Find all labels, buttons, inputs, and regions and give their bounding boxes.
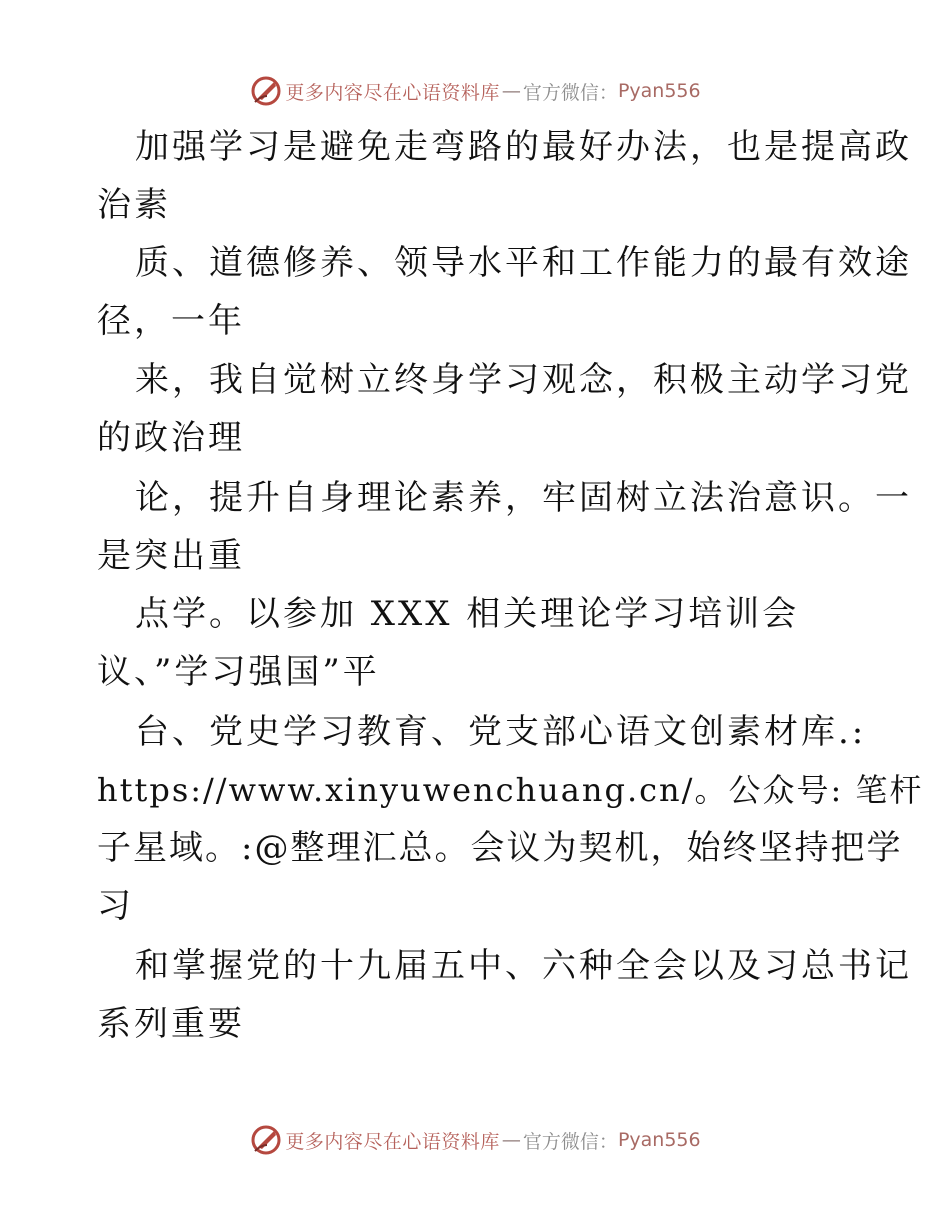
body-line: 是突出重 — [97, 536, 245, 576]
body-line: 点学。以参加 XXX 相关理论学习培训会 — [135, 594, 800, 634]
watermark-separator: — — [501, 80, 521, 102]
body-line: 台、党史学习教育、党支部心语文创素材库.: — [135, 712, 867, 752]
watermark-label: 官方微信： — [522, 81, 618, 104]
body-line: 质、道德修养、领导水平和工作能力的最有效途 — [135, 243, 912, 283]
body-line: 治素 — [97, 185, 171, 225]
quill-logo-icon — [249, 74, 283, 108]
body-line: 论，提升自身理论素养，牢固树立法治意识。一 — [135, 478, 912, 518]
header-watermark — [0, 71, 950, 111]
watermark-label: 官方微信： — [522, 1130, 618, 1153]
body-line: 加强学习是避免走弯路的最好办法，也是提高政 — [135, 127, 912, 167]
watermark-brand: 更多内容尽在心语资料库 — [285, 81, 500, 104]
quill-logo-icon — [249, 1123, 283, 1157]
watermark-wechat-id: Pyan556 — [617, 80, 701, 102]
body-line: 来，我自觉树立终身学习观念，积极主动学习党 — [135, 360, 912, 400]
body-line: 的政治理 — [97, 418, 245, 458]
body-line: 系列重要 — [97, 1004, 245, 1044]
body-line: 习 — [97, 886, 134, 926]
body-line-url: https://www.xinyuwenchuang.cn/。公众号: 笔杆 — [97, 771, 924, 809]
watermark-separator: — — [501, 1129, 521, 1151]
watermark-wechat-id: Pyan556 — [617, 1129, 701, 1151]
body-line: 子星域。:@整理汇总。会议为契机，始终坚持把学 — [97, 828, 903, 868]
body-line: 和掌握党的十九届五中、六种全会以及习总书记 — [135, 946, 912, 986]
body-line: 议、”学习强国”平 — [97, 652, 380, 692]
watermark-brand: 更多内容尽在心语资料库 — [285, 1130, 500, 1153]
footer-watermark — [0, 1120, 950, 1160]
body-line: 径，一年 — [97, 301, 245, 341]
